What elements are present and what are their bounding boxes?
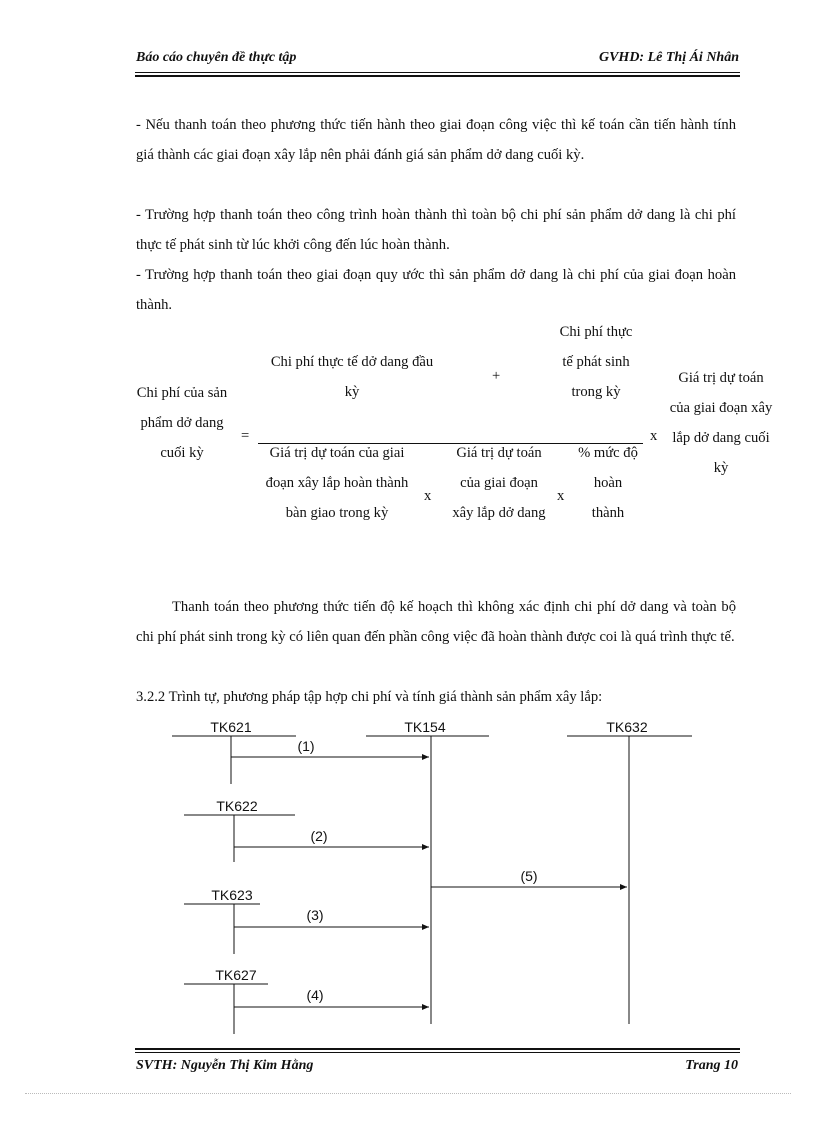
formula-times-1: x <box>424 488 432 504</box>
tk154-label: TK154 <box>404 719 446 735</box>
footer-rule-top <box>135 1048 740 1050</box>
arrow-4-label: (4) <box>306 987 324 1003</box>
formula-rhs: Giá trị dự toán của giai đoạn xây lắp dở dang cuối kỳ <box>669 370 773 476</box>
tk623-label: TK623 <box>211 887 253 903</box>
page-edge-dotted-line <box>25 1093 791 1094</box>
footer-right: Trang 10 <box>685 1058 738 1073</box>
arrow-3-label: (3) <box>306 907 324 923</box>
formula-numerator-right: Chi phí thực tế phát sinh trong kỳ <box>559 324 633 400</box>
header-left: Báo cáo chuyên đề thực tập <box>136 50 297 65</box>
formula-plus: + <box>492 368 501 384</box>
formula-denominator-3: % mức độ hoàn thành <box>578 445 638 521</box>
tk622-label: TK622 <box>216 798 258 814</box>
arrow-2-label: (2) <box>310 828 328 844</box>
formula-equals: = <box>241 428 250 444</box>
paragraph-3: - Trường hợp thanh toán theo giai đoạn quy ước thì sản phẩm dở dang là chi phí của giai đoạn hoàn thành. <box>136 267 736 313</box>
tk632-label: TK632 <box>606 719 648 735</box>
formula-times-2: x <box>557 488 565 504</box>
paragraph-2: - Trường hợp thanh toán theo công trình hoàn thành thì toàn bộ chi phí sản phẩm dở dang là chi phí thực tế phát sinh từ lúc khởi công đến lúc hoàn thành. <box>136 207 736 253</box>
closing-paragraph: Thanh toán theo phương thức tiến độ kế hoạch thì không xác định chi phí dở dang và toàn bộ chi phí phát sinh trong kỳ có liên quan đến phần công việc đã hoàn thành được coi là quá trình thực tế. <box>136 599 736 645</box>
formula-times-3: x <box>650 428 658 444</box>
footer-rule-bottom <box>135 1052 740 1053</box>
formula-denominator-1: Giá trị dự toán của giai đoạn xây lắp hoàn thành bàn giao trong kỳ <box>265 445 409 521</box>
header-right: GVHD: Lê Thị Ái Nhân <box>598 50 739 65</box>
tk621-label: TK621 <box>210 719 252 735</box>
tk627-label: TK627 <box>215 967 257 983</box>
formula-denominator-2: Giá trị dự toán của giai đoạn xây lắp dở dang <box>452 445 546 521</box>
formula-lhs: Chi phí của sản phẩm dở dang cuối kỳ <box>136 385 228 461</box>
paragraph-1: - Nếu thanh toán theo phương thức tiến hành theo giai đoạn công việc thì kế toán cần tiến hành tính giá thành các giai đoạn xây lắp nên phải đánh giá sản phẩm dở dang cuối kỳ. <box>136 117 736 163</box>
formula-numerator-left: Chi phí thực tế dở dang đầu kỳ <box>270 354 434 400</box>
arrow-1-label: (1) <box>297 738 315 754</box>
footer-left: SVTH: Nguyễn Thị Kim Hằng <box>136 1058 314 1073</box>
arrow-5-label: (5) <box>520 868 538 884</box>
section-heading: 3.2.2 Trình tự, phương pháp tập hợp chi phí và tính giá thành sản phẩm xây lắp: <box>136 689 603 705</box>
